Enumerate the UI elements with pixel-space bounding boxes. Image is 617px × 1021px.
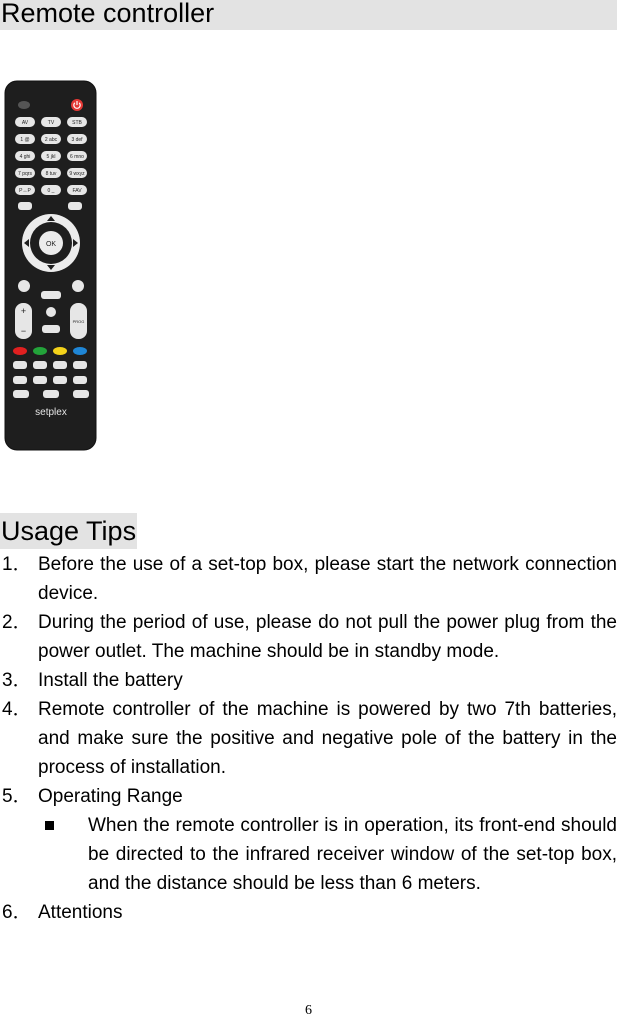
list-item xyxy=(0,608,617,666)
info-button xyxy=(68,202,82,210)
source-button-label: STB xyxy=(72,120,82,126)
list-number: 4． xyxy=(2,699,32,720)
list-item xyxy=(0,898,617,927)
page-number: 6 xyxy=(305,1003,312,1018)
svg-text:−: − xyxy=(20,326,27,336)
list-item xyxy=(0,695,617,782)
remote-control-image xyxy=(4,80,98,452)
info-i-button xyxy=(72,280,84,292)
media-button xyxy=(33,376,47,384)
media-button xyxy=(33,361,47,369)
number-button-label: 5 jkl xyxy=(46,154,56,160)
bullet-square-icon xyxy=(45,821,54,830)
list-item xyxy=(0,782,617,811)
number-button-label: FAV xyxy=(72,188,82,194)
list-text: Operating Range xyxy=(38,786,183,807)
number-button-label: 2 abc xyxy=(44,137,58,143)
media-button xyxy=(13,376,27,384)
color-key-button xyxy=(13,347,27,355)
list-number: 1． xyxy=(2,554,32,575)
number-button-label: 9 wxyz xyxy=(69,171,85,177)
color-key-button xyxy=(73,347,87,355)
list-number: 2． xyxy=(2,612,32,633)
list-item xyxy=(0,666,617,695)
list-number: 6． xyxy=(2,902,32,923)
color-key-button xyxy=(53,347,67,355)
guide-button xyxy=(41,291,61,299)
media-button xyxy=(13,390,29,398)
list-text: Attentions xyxy=(38,902,123,923)
list-text: During the period of use, please do not pull the power plug from the power outlet. The machine should be in standby mode. xyxy=(38,612,617,662)
usage-tips-list xyxy=(0,550,617,927)
media-button xyxy=(73,361,87,369)
back-button xyxy=(18,280,30,292)
input-switch-button xyxy=(18,101,30,109)
source-buttons xyxy=(15,117,87,127)
list-number: 5． xyxy=(2,786,32,807)
number-button-label: 0 _ xyxy=(47,188,55,194)
source-button-label: AV xyxy=(21,120,29,126)
list-text: Before the use of a set-top box, please start the network connection device. xyxy=(38,554,617,604)
center-button xyxy=(46,307,56,317)
brand-logo: setplex xyxy=(35,407,67,418)
list-text: Remote controller of the machine is powered by two 7th batteries, and make sure the positive and negative pole of the battery in the process of installation. xyxy=(38,699,617,778)
media-button xyxy=(43,390,59,398)
media-button xyxy=(73,390,89,398)
number-button-label: 4 ghi xyxy=(19,154,31,160)
number-button-label: 7 pqrs xyxy=(18,171,32,177)
page-title: Remote controller xyxy=(1,0,215,28)
list-number: 3． xyxy=(2,670,32,691)
number-button-label: P↔P xyxy=(19,188,31,194)
color-key-button xyxy=(33,347,47,355)
number-button-label: 3 def xyxy=(71,137,83,143)
mute-button xyxy=(42,325,60,333)
sub-list-item xyxy=(0,811,617,898)
prog-label: PROG xyxy=(72,319,85,324)
number-button-label: 8 tuv xyxy=(45,171,57,177)
list-item xyxy=(0,550,617,608)
number-button-label: 1 @ xyxy=(20,137,30,143)
menu-button xyxy=(18,202,32,210)
list-text: Install the battery xyxy=(38,670,183,691)
media-button xyxy=(53,376,67,384)
section-heading-bar xyxy=(0,0,617,30)
svg-text:+: + xyxy=(20,306,27,316)
section-title: Usage Tips xyxy=(0,513,137,549)
media-button xyxy=(53,361,67,369)
media-button xyxy=(73,376,87,384)
ok-label: OK xyxy=(45,241,57,248)
source-button-label: TV xyxy=(47,120,55,126)
sub-list-text: When the remote controller is in operation, its front-end should be directed to the infrared receiver window of the set-top box, and the distance should be less than 6 meters. xyxy=(88,815,617,894)
number-button-label: 6 mno xyxy=(70,154,84,160)
media-button xyxy=(13,361,27,369)
